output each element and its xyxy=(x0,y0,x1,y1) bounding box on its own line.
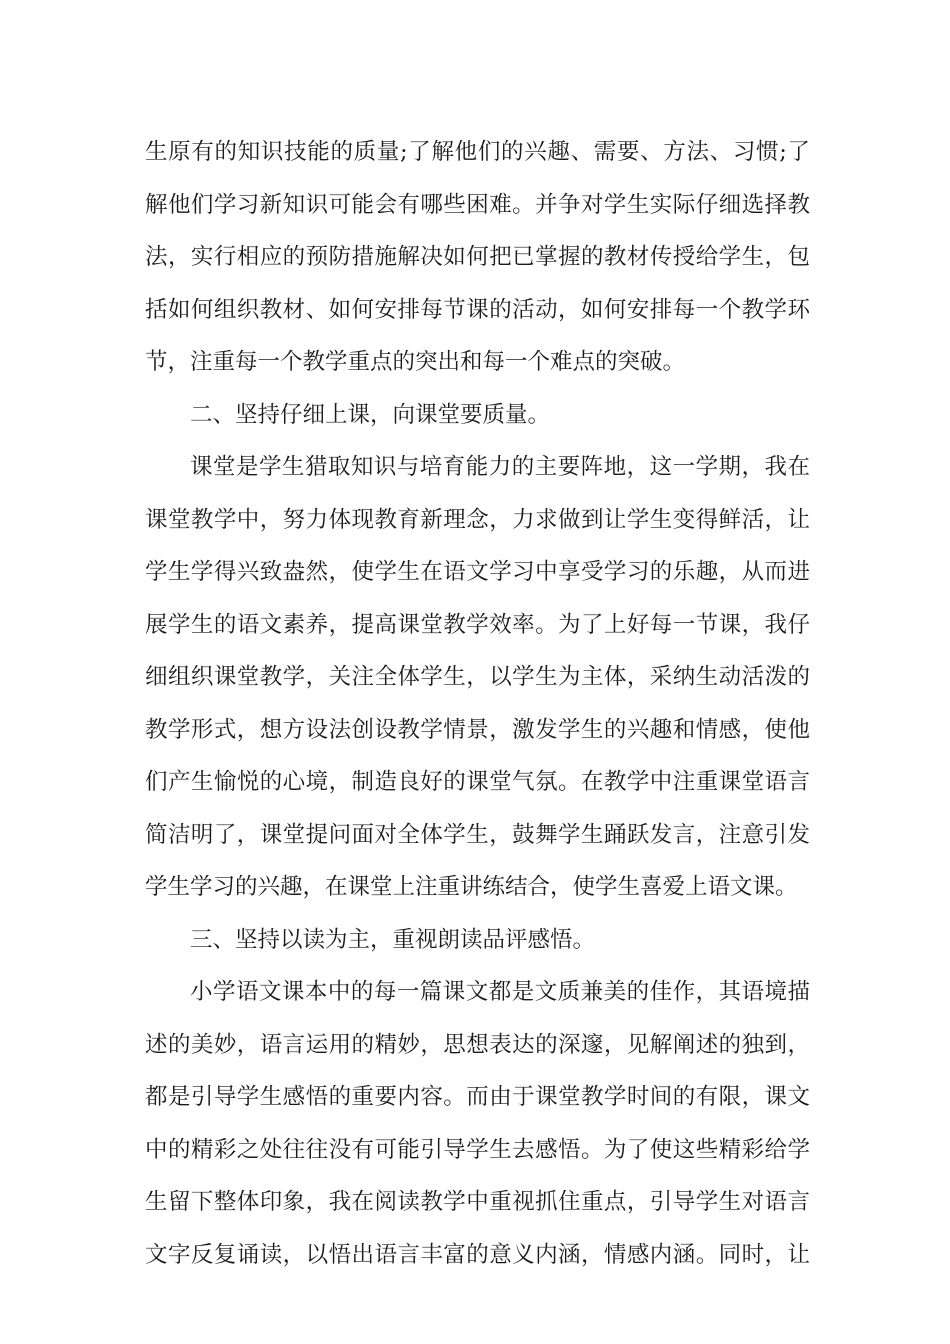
text-line: 简洁明了，课堂提问面对全体学生，鼓舞学生踊跃发言，注意引发 xyxy=(145,821,810,848)
text-line: 课堂教学中，努力体现教育新理念，力求做到让学生变得鲜活，让 xyxy=(145,506,810,533)
text-line: 们产生愉悦的心境，制造良好的课堂气氛。在教学中注重课堂语言 xyxy=(145,769,810,795)
text-line: 学生学习的兴趣，在课堂上注重讲练结合，使学生喜爱上语文课。 xyxy=(145,874,798,900)
text-line: 三、坚持以读为主，重视朗读品评感悟。 xyxy=(190,926,596,953)
text-line: 细组织课堂教学，关注全体学生，以学生为主体，采纳生动活泼的 xyxy=(145,664,810,690)
text-line: 节，注重每一个教学重点的突出和每一个难点的突破。 xyxy=(145,349,686,375)
text-line: 课堂是学生猎取知识与培育能力的主要阵地，这一学期，我在 xyxy=(190,454,810,480)
text-line: 述的美妙，语言运用的精妙，思想表达的深邃，见解阐述的独到， xyxy=(145,1031,810,1058)
text-line: 文字反复诵读，以悟出语言丰富的意义内涵，情感内涵。同时，让 xyxy=(145,1241,810,1268)
text-line: 括如何组织教材、如何安排每节课的活动，如何安排每一个教学环 xyxy=(145,296,810,323)
text-line: 教学形式，想方设法创设教学情景，激发学生的兴趣和情感，使他 xyxy=(145,716,810,743)
text-line: 展学生的语文素养，提高课堂教学效率。为了上好每一节课，我仔 xyxy=(145,611,810,638)
text-line: 法，实行相应的预防措施解决如何把已掌握的教材传授给学生，包 xyxy=(145,244,810,270)
text-line: 解他们学习新知识可能会有哪些困难。并争对学生实际仔细选择教 xyxy=(145,191,810,218)
text-line: 小学语文课本中的每一篇课文都是文质兼美的佳作，其语境描 xyxy=(190,979,810,1005)
text-line: 生原有的知识技能的质量;了解他们的兴趣、需要、方法、习惯;了 xyxy=(145,139,810,165)
document-body xyxy=(145,126,810,1281)
text-line: 二、坚持仔细上课，向课堂要质量。 xyxy=(190,401,551,428)
text-line: 学生学得兴致盎然，使学生在语文学习中享受学习的乐趣，从而进 xyxy=(145,559,810,585)
text-line: 都是引导学生感悟的重要内容。而由于课堂教学时间的有限，课文 xyxy=(145,1084,810,1110)
text-line: 生留下整体印象，我在阅读教学中重视抓住重点，引导学生对语言 xyxy=(145,1189,810,1215)
text-line: 中的精彩之处往往没有可能引导学生去感悟。为了使这些精彩给学 xyxy=(145,1136,810,1163)
